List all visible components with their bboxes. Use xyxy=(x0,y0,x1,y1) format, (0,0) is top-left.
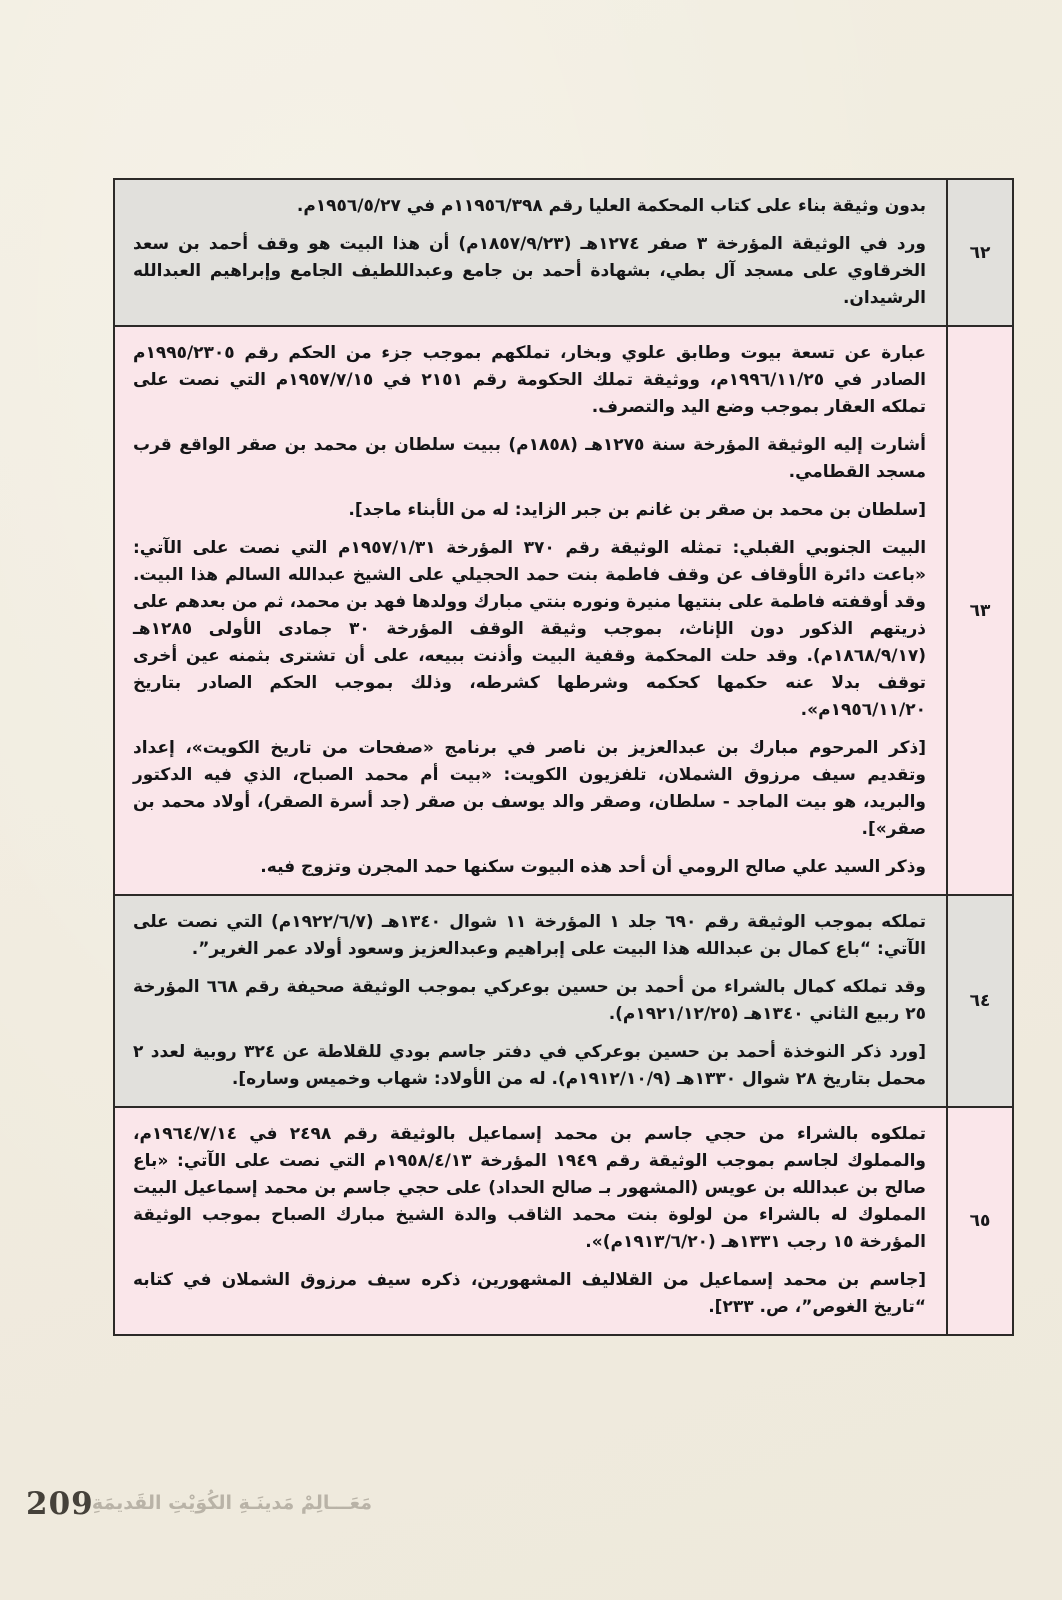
table-row xyxy=(115,180,1012,325)
row-content xyxy=(115,180,946,325)
row-number: ٦٣ xyxy=(946,327,1012,894)
paragraph: وذكر السيد علي صالح الرومي أن أحد هذه البيوت سكنها حمد المجرن وتزوج فيه. xyxy=(260,857,926,877)
table-row xyxy=(115,325,1012,894)
page-footer xyxy=(0,1480,420,1540)
row-content xyxy=(115,327,946,894)
documents-table xyxy=(113,178,1014,1336)
paragraph: تملكوه بالشراء من حجي جاسم بن محمد إسماعيل بالوثيقة رقم ٢٤٩٨ في ١٩٦٤/٧/١٤م، والمملوك لجاسم بموجب الوثيقة رقم ١٩٤٩ المؤرخة ١٩٥٨/٤/١٣م التي نصت على الآتي: «باع صالح بن عبدالله بن عويس (المشهور بـ صالح الحداد) على حجي جاسم بن محمد إسماعيل البيت المملوك له بالشراء من لولوة بنت محمد الثاقب والدة الشيخ مبارك الصباح بموجب الوثيقة المؤرخة ١٥ رجب ١٣٣١هـ (١٩١٣/٦/٢٠م)». xyxy=(133,1124,927,1252)
row-number: ٦٥ xyxy=(946,1108,1012,1334)
paragraph: [سلطان بن محمد بن صقر بن غانم بن جبر الزايد: له من الأبناء ماجد]. xyxy=(348,500,926,520)
table-row xyxy=(115,894,1012,1106)
paragraph: ورد في الوثيقة المؤرخة ٣ صفر ١٢٧٤هـ (١٨٥٧/٩/٢٣م) أن هذا البيت هو وقف أحمد بن سعد الخرقاوي على مسجد آل بطي، بشهادة أحمد بن جامع وعبداللطيف الجامع وإبراهيم العبدالله الرشيدان. xyxy=(133,234,926,308)
paragraph: [جاسم بن محمد إسماعيل من القلاليف المشهورين، ذكره سيف مرزوق الشملان في كتابه “تاريخ الغوص”، ص. ٢٣٣]. xyxy=(133,1270,926,1317)
paragraph: البيت الجنوبي القبلي: تمثله الوثيقة رقم ٣٧٠ المؤرخة ١٩٥٧/١/٣١م التي نصت على الآتي: «باعت دائرة الأوقاف عن وقف فاطمة بنت حمد الحجيلي على الشيخ عبدالله السالم هذا البيت. وقد أوقفته فاطمة على بنتيها منيرة ونوره بنتي مبارك وولدها فهد بن محمد، ثم من بعدهم على ذريتهم الذكور دون الإناث، بموجب وثيقة الوقف المؤرخة ٣٠ جمادى الأولى ١٢٨٥هـ (١٨٦٨/٩/١٧م). وقد حلت المحكمة وقفية البيت وأذنت ببيعه، على أن تشترى بثمنه عين أخرى توقف بدلا عنه حكمها كحكمه وشرطها كشرطه، وذلك بموجب الحكم الصادر بتاريخ ١٩٥٦/١١/٢٠م». xyxy=(133,538,927,720)
paragraph: وقد تملكه كمال بالشراء من أحمد بن حسين بوعركي بموجب الوثيقة صحيفة رقم ٦٦٨ المؤرخة ٢٥ ربيع الثاني ١٣٤٠هـ (١٩٢١/١٢/٢٥م). xyxy=(133,977,926,1024)
table-row xyxy=(115,1106,1012,1334)
row-content xyxy=(115,896,946,1106)
row-number: ٦٢ xyxy=(946,180,1012,325)
paragraph: تملكه بموجب الوثيقة رقم ٦٩٠ جلد ١ المؤرخة ١١ شوال ١٣٤٠هـ (١٩٢٢/٦/٧م) التي نصت على الآتي: “باع كمال بن عبدالله هذا البيت على إبراهيم وعبدالعزيز وسعود أولاد عمر الغرير”. xyxy=(133,912,926,959)
book-title: مَعَـــالِمْ مَدينَـةِ الكُوَيْتِ القَديمَةِ xyxy=(91,1492,372,1514)
paragraph: [ورد ذكر النوخذة أحمد بن حسين بوعركي في دفتر جاسم بودي للقلاطة عن ٣٢٤ روبية لعدد ٢ محمل بتاريخ ٢٨ شوال ١٣٣٠هـ (١٩١٢/١٠/٩م). له من الأولاد: شهاب وخميس وساره]. xyxy=(133,1042,926,1089)
paragraph: [ذكر المرحوم مبارك بن عبدالعزيز بن ناصر في برنامج «صفحات من تاريخ الكويت»، إعداد وتقديم سيف مرزوق الشملان، تلفزيون الكويت: «بيت أم محمد الصباح، الذي فيه الدكتور والبريد، هو بيت الماجد - سلطان، وصقر والد يوسف بن صقر (جد أسرة الصقر)، أولاد محمد بن صقر»]. xyxy=(133,738,926,839)
paragraph: عبارة عن تسعة بيوت وطابق علوي وبخار، تملكهم بموجب جزء من الحكم رقم ١٩٩٥/٢٣٠٥م الصادر في ١٩٩٦/١١/٢٥م، ووثيقة تملك الحكومة رقم ٢١٥١ في ١٩٥٧/٧/١٥م التي نصت على تملكه العقار بموجب وضع اليد والتصرف. xyxy=(133,343,926,417)
row-number: ٦٤ xyxy=(946,896,1012,1106)
page-number: 209 xyxy=(26,1486,94,1522)
paragraph: أشارت إليه الوثيقة المؤرخة سنة ١٢٧٥هـ (١٨٥٨م) ببيت سلطان بن محمد بن صقر الواقع قرب مسجد القطامي. xyxy=(133,435,926,482)
row-content xyxy=(115,1108,946,1334)
paragraph: بدون وثيقة بناء على كتاب المحكمة العليا رقم ١١٩٥٦/٣٩٨م في ١٩٥٦/٥/٢٧م. xyxy=(296,196,926,216)
